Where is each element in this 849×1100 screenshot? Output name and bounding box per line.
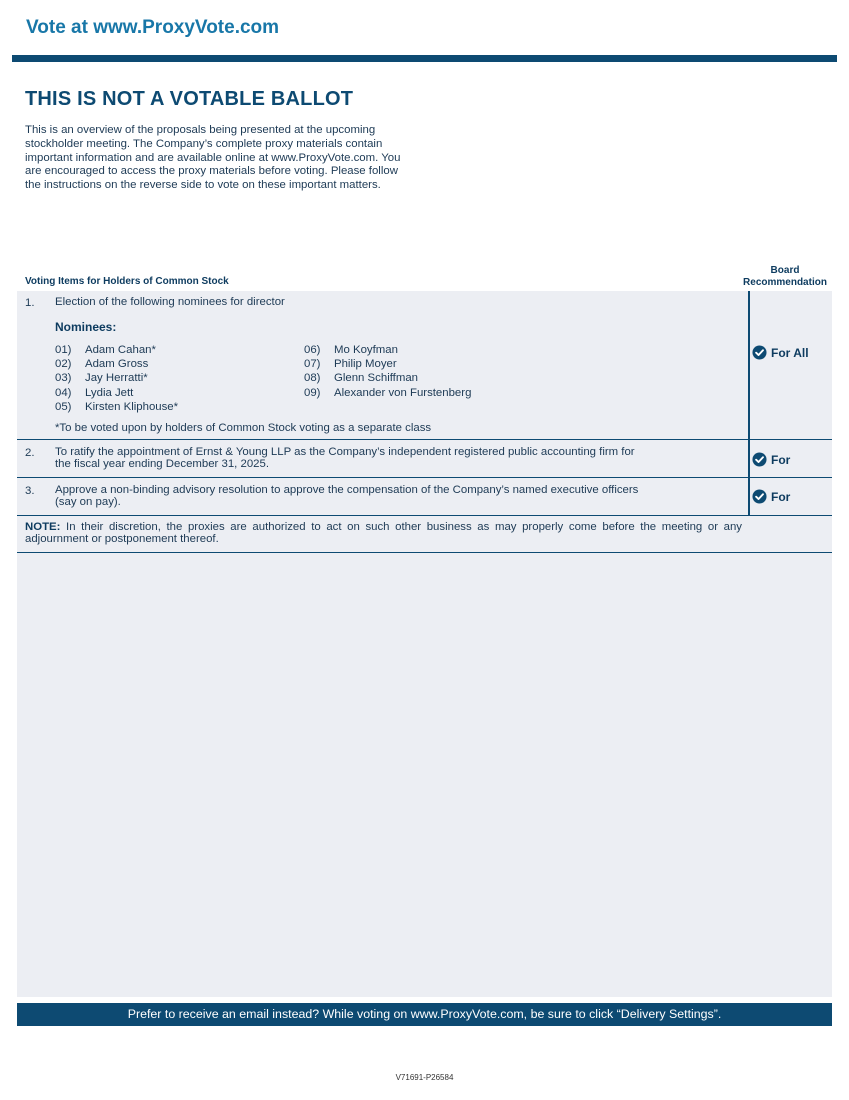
divider (17, 477, 832, 478)
item2-recommendation-label: For (771, 452, 791, 467)
nominee: 07) Philip Moyer (304, 358, 397, 371)
board-rec-line1: Board (770, 265, 800, 276)
item3-number: 3. (25, 485, 35, 497)
divider (17, 552, 832, 553)
nominees-left-column (55, 343, 178, 414)
divider (17, 515, 832, 516)
note (25, 522, 742, 545)
item1-number: 1. (25, 297, 35, 309)
header-title: Vote at www.ProxyVote.com (26, 17, 280, 38)
ballot-heading: THIS IS NOT A VOTABLE BALLOT (25, 88, 354, 110)
nominee: 09) Alexander von Furstenberg (304, 386, 472, 399)
section-label: Voting Items for Holders of Common Stock (25, 276, 229, 287)
item1-text: Election of the following nominees for director (55, 296, 285, 308)
item2-text-line1: To ratify the appointment of Ernst & Young LLP as the Company’s independent registered public accounting firm for (55, 446, 635, 458)
nominee: 02) Adam Gross (55, 358, 149, 371)
check-circle-icon (752, 452, 767, 467)
check-circle-icon (752, 345, 767, 360)
item3-text (55, 485, 638, 508)
nominee: 03) Jay Herratti* (55, 372, 148, 385)
item1-recommendation (752, 345, 809, 360)
nominee: 06) Mo Koyfman (304, 344, 398, 356)
note-label: NOTE: (25, 521, 61, 533)
board-recommendation-header (733, 265, 837, 289)
item2-number: 2. (25, 447, 35, 459)
divider (17, 439, 832, 440)
item3-text-line2: (say on pay). (55, 495, 121, 508)
check-circle-icon (752, 489, 767, 504)
item3-recommendation-label: For (771, 489, 791, 504)
delivery-settings-banner: Prefer to receive an email instead? While voting on www.ProxyVote.com, be sure to click “Delivery Settings”. (17, 1003, 832, 1026)
board-rec-line2: Recommendation (743, 277, 827, 288)
item1-footnote: *To be voted upon by holders of Common Stock voting as a separate class (55, 422, 432, 434)
header-rule (12, 55, 837, 62)
nominees-label: Nominees: (55, 320, 117, 334)
item2-text-line2: the fiscal year ending December 31, 2025. (55, 457, 270, 470)
nominee: 08) Glenn Schiffman (304, 372, 419, 385)
item1-recommendation-label: For All (771, 345, 809, 360)
document-code: V71691-P26584 (395, 1073, 454, 1082)
item2-text (55, 447, 635, 470)
nominee: 04) Lydia Jett (55, 386, 134, 399)
note-text: In their discretion, the proxies are authorized to act on such other business as may properly come before the meeting or any adjournment or postponement thereof. (25, 521, 742, 545)
item3-text-line1: Approve a non-binding advisory resolution to approve the compensation of the Company’s named executive officers (55, 484, 639, 496)
nominee: 05) Kirsten Kliphouse* (55, 400, 179, 413)
nominee: 01) Adam Cahan* (55, 344, 156, 356)
nominees-right-column (304, 343, 471, 400)
item3-recommendation (752, 489, 790, 504)
recommendation-divider (748, 291, 750, 515)
intro-paragraph: This is an overview of the proposals being presented at the upcoming stockholder meeting. The Company’s complete proxy materials contain important information and are available online at www.ProxyVote.com. You are encouraged to access the proxy materials before voting. Please follow the instructions on the reverse side to vote on these important matters. (25, 124, 401, 192)
item2-recommendation (752, 452, 790, 467)
